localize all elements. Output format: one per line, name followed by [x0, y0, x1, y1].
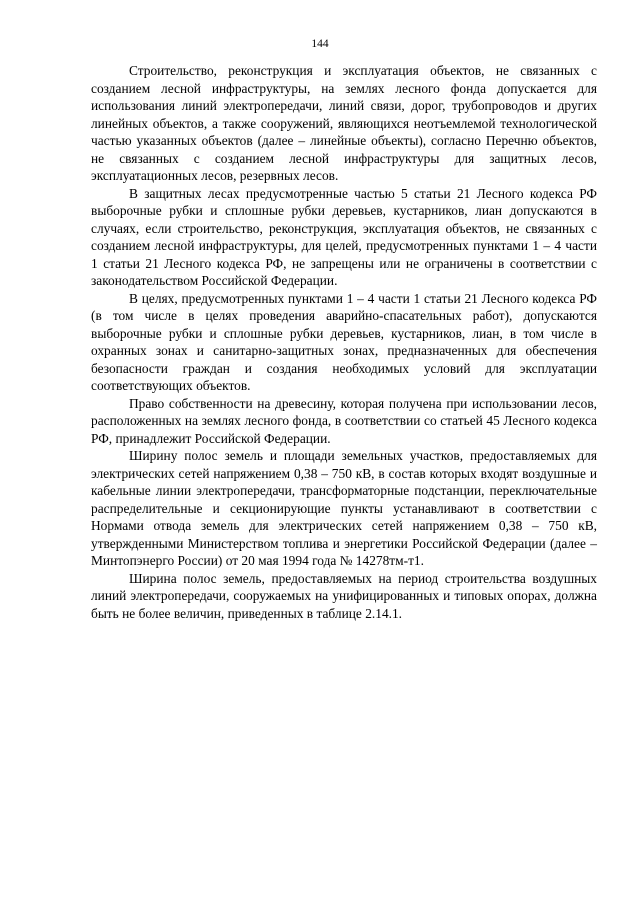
paragraph-timber-ownership: Право собственности на древесину, которая получена при использовании лесов, расположенных на землях лесного фонда, в соответствии со статьей 45 Лесного кодекса РФ, принадлежит Российской Федерации. [91, 395, 597, 446]
paragraph-protective-forests: В защитных лесах предусмотренные частью 5 статьи 21 Лесного кодекса РФ выборочные рубки и сплошные рубки деревьев, кустарников, лиан допускаются в случаях, если строительство, реконструкция, эксплуатация объектов, не связанных с созданием лесной инфраструктуры, для целей, предусмотренных пунктами 1 – 4 части 1 статьи 21 Лесного кодекса РФ, не запрещены или не ограничены в соответствии с законодательством Российской Федерации. [91, 185, 597, 288]
body-text [91, 62, 597, 622]
page-number: 144 [311, 38, 329, 50]
paragraph-linear-objects: Строительство, реконструкция и эксплуатация объектов, не связанных с созданием лесной инфраструктуры, на землях лесного фонда допускается для использования линий электропередачи, линий связи, дорог, трубопроводов и других линейных объектов, а также сооружений, являющихся неотъемлемой технологической частью указанных объектов (далее – линейные объекты), согласно Перечню объектов, не связанных с созданием лесной инфраструктуры для защитных лесов, эксплуатационных лесов, резервных лесов. [91, 63, 597, 183]
paragraph-construction-period: Ширина полос земель, предоставляемых на период строительства воздушных линий электропередачи, сооружаемых на унифицированных и типовых опорах, должна быть не более величин, приведенных в таблице 2.14.1. [91, 570, 597, 621]
paragraph-permitted-felling: В целях, предусмотренных пунктами 1 – 4 части 1 статьи 21 Лесного кодекса РФ (в том числе в целях проведения аварийно-спасательных работ), допускаются выборочные рубки и сплошные рубки деревьев, кустарников, лиан, в том числе в охранных зонах и санитарно-защитных зонах, предназначенных для обеспечения безопасности граждан и создания необходимых условий для эксплуатации соответствующих объектов. [91, 290, 597, 393]
paragraph-land-strip-width: Ширину полос земель и площади земельных участков, предоставляемых для электрических сетей напряжением 0,38 – 750 кВ, в состав которых входят воздушные и кабельные линии электропередачи, трансформаторные подстанции, переключательные распределительные и секционирующие пункты устанавливают в соответствии с Нормами отвода земель для электрических сетей напряжением 0,38 – 750 кВ, утвержденными Министерством топлива и энергетики Российской Федерации (далее – Минтопэнерго России) от 20 мая 1994 года № 14278тм-т1. [91, 448, 597, 568]
